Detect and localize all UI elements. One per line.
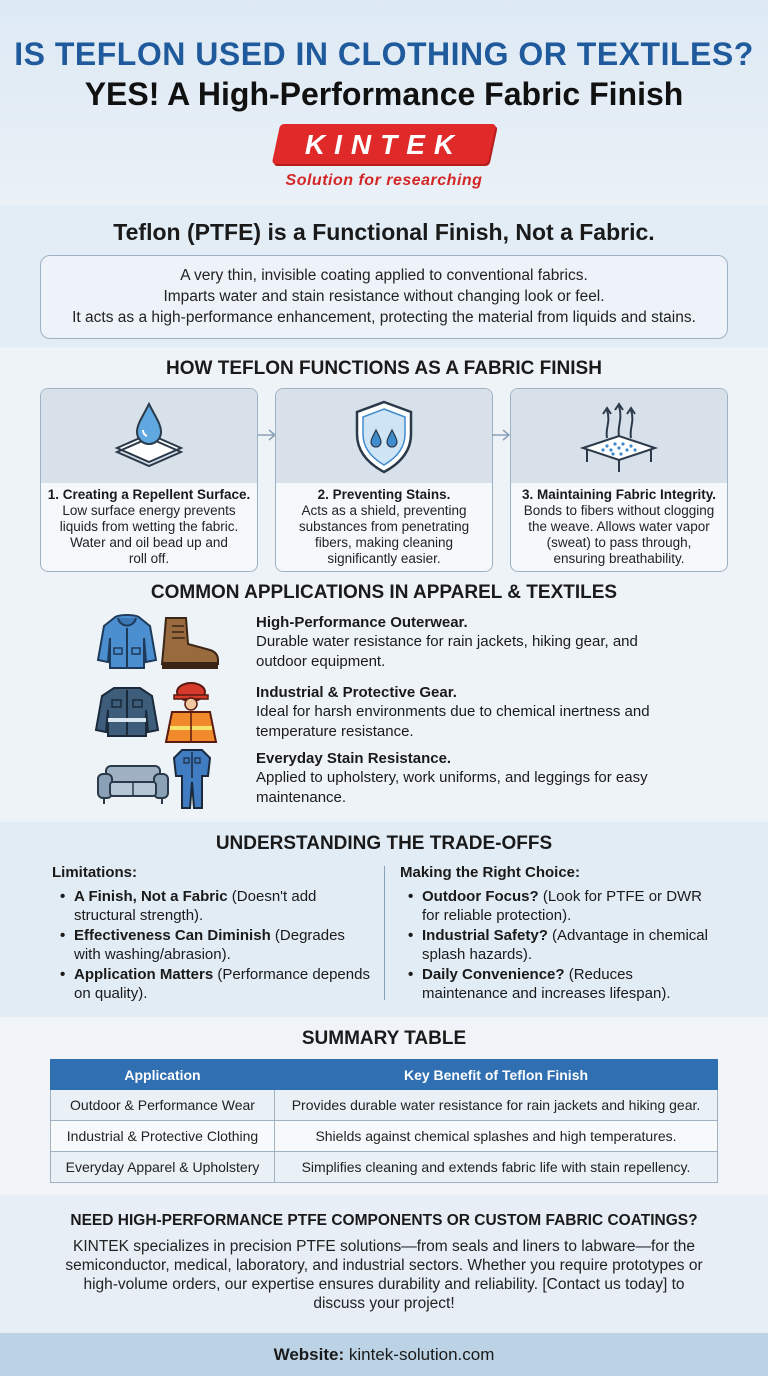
function-text: significantly easier. bbox=[327, 551, 441, 566]
application-title: Everyday Stain Resistance. bbox=[256, 750, 452, 767]
function-title: 3. Maintaining Fabric Integrity. bbox=[521, 487, 717, 502]
column-header: Key Benefit of Teflon Finish bbox=[275, 1060, 718, 1090]
application-outerwear bbox=[256, 614, 726, 671]
cta-line: discuss your project! bbox=[313, 1295, 455, 1312]
function-card-repellent bbox=[40, 388, 258, 572]
intro-section bbox=[0, 205, 768, 347]
cta-text bbox=[40, 1237, 728, 1313]
function-text: Acts as a shield, preventing bbox=[301, 503, 467, 518]
summary-table bbox=[50, 1059, 718, 1183]
choice-item: • Industrial Safety? (Advantage in chemical splash hazards). bbox=[400, 926, 720, 964]
website-label: Website: bbox=[273, 1345, 345, 1364]
applications-section bbox=[0, 580, 768, 822]
table-cell: Provides durable water resistance for rain jackets and hiking gear. bbox=[275, 1090, 718, 1121]
arrow-right-icon bbox=[492, 428, 512, 442]
applications-heading: COMMON APPLICATIONS IN APPAREL & TEXTILES bbox=[150, 582, 618, 603]
application-everyday bbox=[256, 750, 726, 807]
tradeoffs-heading: UNDERSTANDING THE TRADE-OFFS bbox=[215, 833, 553, 854]
header bbox=[0, 0, 768, 205]
rain-jacket-icon bbox=[96, 612, 158, 672]
function-text: Low surface energy prevents bbox=[62, 503, 236, 518]
summary-section bbox=[0, 1017, 768, 1195]
function-text: ensuring breathability. bbox=[553, 551, 685, 566]
application-text: outdoor equipment. bbox=[256, 653, 386, 670]
table-row bbox=[51, 1152, 718, 1183]
firefighter-icon bbox=[166, 683, 216, 742]
application-text: Applied to upholstery, work uniforms, and leggings for easy bbox=[256, 769, 648, 786]
functions-heading: HOW TEFLON FUNCTIONS AS A FABRIC FINISH bbox=[166, 358, 602, 379]
intro-line: Imparts water and stain resistance without changing look or feel. bbox=[163, 288, 605, 305]
table-header-row bbox=[51, 1060, 718, 1090]
column-header: Application bbox=[51, 1060, 275, 1090]
logo-text: KINTEK bbox=[304, 129, 464, 160]
kintek-logo bbox=[276, 124, 492, 164]
function-text: (sweat) to pass through, bbox=[546, 535, 692, 550]
column-divider bbox=[384, 866, 385, 1000]
right-choice-heading: Making the Right Choice: bbox=[400, 864, 580, 881]
main-title: IS TEFLON USED IN CLOTHING OR TEXTILES? bbox=[14, 36, 754, 72]
shield-drops-icon bbox=[349, 396, 419, 476]
function-title: 1. Creating a Repellent Surface. bbox=[47, 487, 251, 502]
limitation-item: • A Finish, Not a Fabric (Doesn't add structural strength). bbox=[52, 887, 372, 925]
function-text: liquids from wetting the fabric. bbox=[59, 519, 239, 534]
function-title: 2. Preventing Stains. bbox=[317, 487, 451, 502]
cta-section bbox=[0, 1195, 768, 1333]
intro-line: A very thin, invisible coating applied to conventional fabrics. bbox=[180, 267, 588, 284]
tradeoffs-section bbox=[0, 822, 768, 1017]
choice-item: • Outdoor Focus? (Look for PTFE or DWR for reliable protection). bbox=[400, 887, 720, 925]
functions-section bbox=[0, 348, 768, 580]
application-title: Industrial & Protective Gear. bbox=[256, 684, 457, 701]
work-jacket-icon bbox=[94, 684, 160, 740]
intro-heading: Teflon (PTFE) is a Functional Finish, Not a Fabric. bbox=[113, 219, 655, 245]
cta-line: high-volume orders, our expertise ensures durability and reliability. [Contact us today] to bbox=[83, 1276, 685, 1293]
function-text: the weave. Allows water vapor bbox=[528, 519, 710, 534]
application-text: maintenance. bbox=[256, 789, 347, 806]
choice-item: • Daily Convenience? (Reduces maintenance and increases lifespan). bbox=[400, 965, 720, 1003]
breathable-fabric-icon bbox=[577, 396, 661, 476]
table-row bbox=[51, 1121, 718, 1152]
work-uniform-icon bbox=[174, 750, 210, 808]
function-text: roll off. bbox=[128, 551, 170, 566]
intro-line: It acts as a high-performance enhancement, protecting the material from liquids and stains. bbox=[72, 309, 696, 326]
table-cell: Industrial & Protective Clothing bbox=[51, 1121, 275, 1152]
limitation-item: • Effectiveness Can Diminish (Degrades with washing/abrasion). bbox=[52, 926, 372, 964]
table-cell: Everyday Apparel & Upholstery bbox=[51, 1152, 275, 1183]
footer bbox=[0, 1333, 768, 1376]
function-text: Bonds to fibers without clogging bbox=[523, 503, 715, 518]
table-row bbox=[51, 1090, 718, 1121]
website-link[interactable]: kintek-solution.com bbox=[348, 1345, 495, 1364]
sofa-icon bbox=[96, 760, 170, 806]
logo-tagline: Solution for researching bbox=[285, 172, 483, 189]
main-subtitle: YES! A High-Performance Fabric Finish bbox=[84, 76, 684, 112]
summary-heading: SUMMARY TABLE bbox=[301, 1028, 467, 1049]
cta-line: KINTEK specializes in precision PTFE solutions—from seals and liners to labware—for the bbox=[73, 1238, 695, 1255]
right-choice-column bbox=[400, 864, 720, 1004]
intro-box bbox=[40, 255, 728, 339]
application-industrial bbox=[256, 684, 726, 741]
table-cell: Simplifies cleaning and extends fabric life with stain repellency. bbox=[275, 1152, 718, 1183]
limitations-heading: Limitations: bbox=[52, 864, 137, 881]
table-cell: Shields against chemical splashes and high temperatures. bbox=[275, 1121, 718, 1152]
cta-heading: NEED HIGH-PERFORMANCE PTFE COMPONENTS OR CUSTOM FABRIC COATINGS? bbox=[70, 1212, 698, 1229]
function-text: Water and oil bead up and bbox=[70, 535, 228, 550]
limitations-column bbox=[52, 864, 372, 1004]
limitation-item: • Application Matters (Performance depends on quality). bbox=[52, 965, 372, 1003]
application-text: temperature resistance. bbox=[256, 723, 414, 740]
function-card-stains bbox=[275, 388, 493, 572]
function-card-integrity bbox=[510, 388, 728, 572]
application-text: Durable water resistance for rain jackets, hiking gear, and bbox=[256, 633, 638, 650]
cta-line: semiconductor, medical, laboratory, and industrial sectors. Whether you require prototypes or bbox=[65, 1257, 703, 1274]
application-text: Ideal for harsh environments due to chemical inertness and bbox=[256, 703, 650, 720]
function-text: substances from penetrating bbox=[298, 519, 470, 534]
hiking-boot-icon bbox=[162, 618, 218, 669]
water-drop-on-fabric-icon bbox=[109, 396, 189, 476]
application-title: High-Performance Outerwear. bbox=[256, 614, 468, 631]
table-cell: Outdoor & Performance Wear bbox=[51, 1090, 275, 1121]
function-text: fibers, making cleaning bbox=[314, 535, 454, 550]
